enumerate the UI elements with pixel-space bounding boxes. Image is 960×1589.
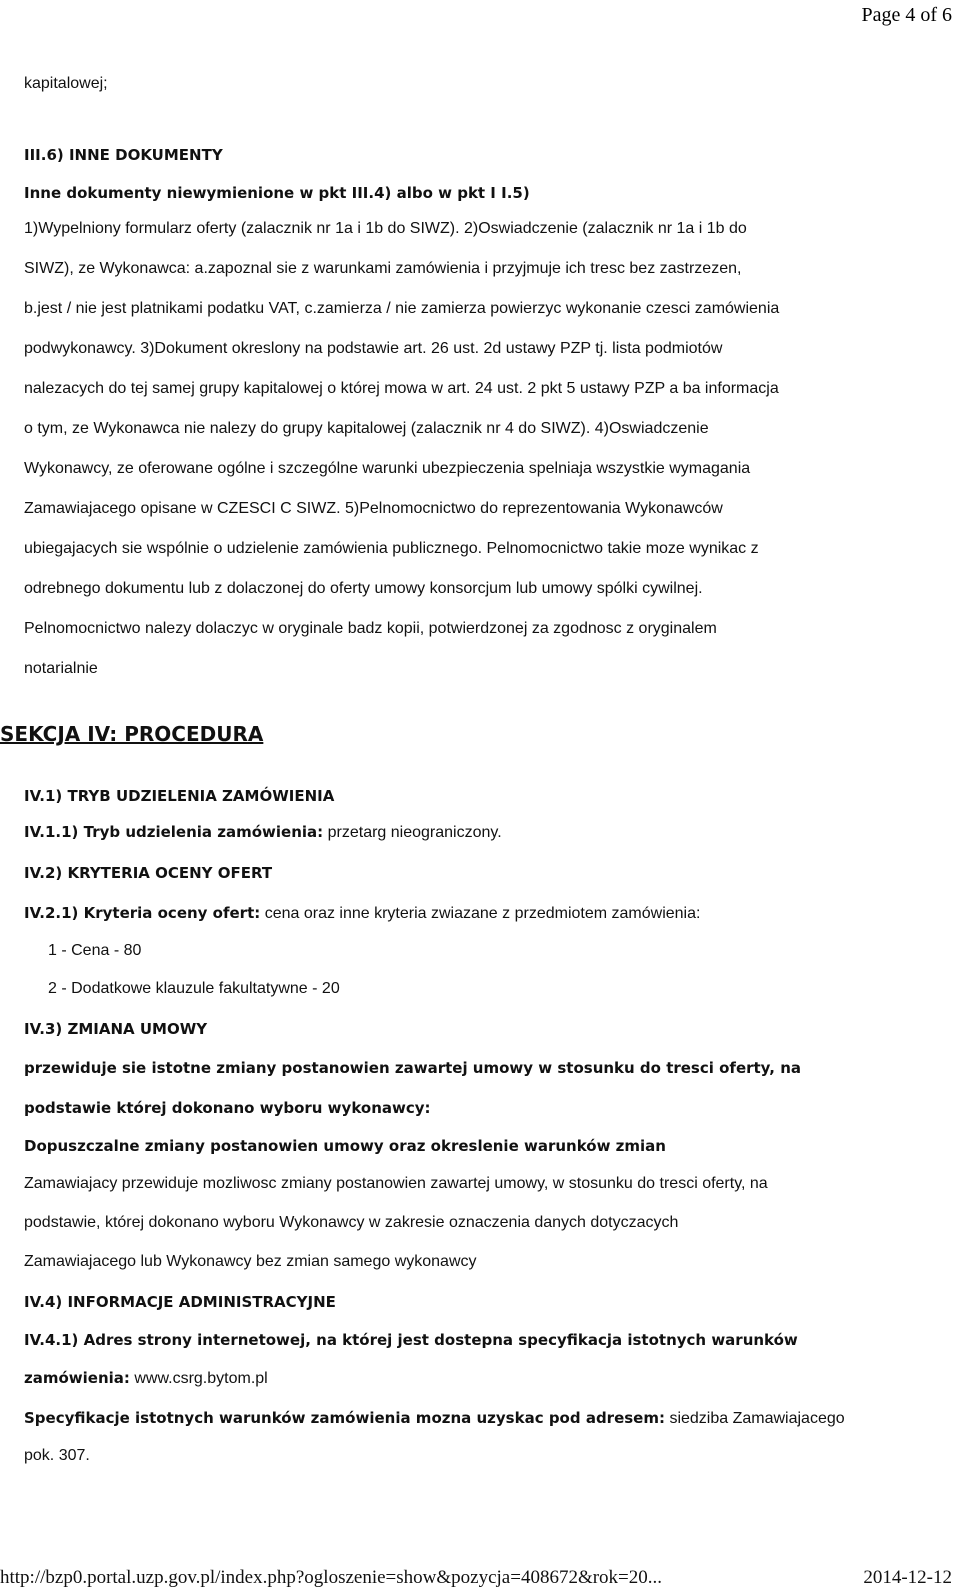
paragraph-line: ubiegajacych sie wspólnie o udzielenie zamówienia publicznego. Pelnomocnictwo takie moze wynikac z: [24, 540, 759, 557]
paragraph-line: notarialnie: [24, 660, 98, 677]
spec-label: Specyfikacje istotnych warunków zamówienia mozna uzyskac pod adresem:: [24, 1409, 665, 1427]
paragraph-line: podwykonawcy. 3)Dokument okreslony na podstawie art. 26 ust. 2d ustawy PZP tj. lista podmiotów: [24, 340, 723, 357]
adres-label-cont: zamówienia:: [24, 1369, 130, 1387]
paragraph-line: Pelnomocnictwo nalezy dolaczyc w oryginale badz kopii, potwierdzonej za zgodnosc z oryginalem: [24, 620, 717, 637]
kryteria-line: [24, 904, 700, 923]
spec-line: [24, 1409, 845, 1428]
continued-word: kapitalowej;: [24, 75, 108, 92]
paragraph-line: nalezacych do tej samej grupy kapitalowej o której mowa w art. 24 ust. 2 pkt 5 ustawy PZP a ba informacja: [24, 380, 779, 397]
zmiana-line: podstawie, której dokonano wyboru Wykonawcy w zakresie oznaczenia danych dotyczacych: [24, 1214, 679, 1231]
paragraph-line: b.jest / nie jest platnikami podatku VAT, c.zamierza / nie zamierza powierzyc wykonanie czesci zamówienia: [24, 300, 780, 317]
paragraph-line: Zamawiajacego opisane w CZESCI C SIWZ. 5)Pelnomocnictwo do reprezentowania Wykonawców: [24, 500, 723, 517]
heading-other-documents: III.6) INNE DOKUMENTY: [24, 146, 223, 164]
page-indicator: Page 4 of 6: [861, 4, 952, 26]
tryb-line: [24, 823, 502, 842]
paragraph-line: SIWZ), ze Wykonawca: a.zapoznal sie z warunkami zamówienia i przyjmuje ich tresc bez zastrzezen,: [24, 260, 742, 277]
adres-value[interactable]: www.csrg.bytom.pl: [129, 1370, 268, 1387]
footer-date: 2014-12-12: [863, 1567, 952, 1588]
heading-zmiana-umowy: IV.3) ZMIANA UMOWY: [24, 1020, 208, 1038]
tryb-value: przetarg nieograniczony.: [323, 824, 502, 841]
zmiana-bold-line: podstawie której dokonano wyboru wykonawcy:: [24, 1099, 431, 1117]
adres-line: [24, 1369, 268, 1388]
criterion-item: 2 - Dodatkowe klauzule fakultatywne - 20: [48, 980, 340, 997]
paragraph-line: o tym, ze Wykonawca nie nalezy do grupy kapitalowej (zalacznik nr 4 do SIWZ). 4)Oswiadczenie: [24, 420, 709, 437]
other-documents-paragraph: [24, 209, 954, 689]
zmiana-subheading: Dopuszczalne zmiany postanowien umowy oraz okreslenie warunków zmian: [24, 1137, 666, 1155]
zmiana-line: Zamawiajacego lub Wykonawcy bez zmian samego wykonawcy: [24, 1253, 477, 1270]
kryteria-value: cena oraz inne kryteria zwiazane z przedmiotem zamówienia:: [260, 905, 701, 922]
paragraph-line: Wykonawcy, ze oferowane ogólne i szczególne warunki ubezpieczenia spelniaja wszystkie wymagania: [24, 460, 751, 477]
tryb-label: IV.1.1) Tryb udzielenia zamówienia:: [24, 823, 324, 841]
paragraph-line: odrebnego dokumentu lub z dolaczonej do oferty umowy konsorcjum lub umowy spólki cywilnej.: [24, 580, 703, 597]
footer-url[interactable]: http://bzp0.portal.uzp.gov.pl/index.php?ogloszenie=show&pozycja=408672&rok=20...: [0, 1567, 663, 1588]
criterion-item: 1 - Cena - 80: [48, 942, 142, 959]
paragraph-line: 1)Wypelniony formularz oferty (zalacznik nr 1a i 1b do SIWZ). 2)Oswiadczenie (zalacznik nr 1a i 1b do: [24, 220, 747, 237]
heading-kryteria: IV.2) KRYTERIA OCENY OFERT: [24, 864, 273, 882]
heading-informacje: IV.4) INFORMACJE ADMINISTRACYJNE: [24, 1293, 336, 1311]
kryteria-label: IV.2.1) Kryteria oceny ofert:: [24, 904, 261, 922]
spec-value: siedziba Zamawiajacego: [665, 1410, 845, 1427]
zmiana-bold-line: przewiduje sie istotne zmiany postanowien zawartej umowy w stosunku do tresci oferty, na: [24, 1059, 802, 1077]
adres-label: IV.4.1) Adres strony internetowej, na której jest dostepna specyfikacja istotnych warunków: [24, 1331, 798, 1349]
spec-value-cont: pok. 307.: [24, 1447, 90, 1464]
heading-tryb: IV.1) TRYB UDZIELENIA ZAMÓWIENIA: [24, 787, 335, 805]
section-title: SEKCJA IV: PROCEDURA: [0, 722, 264, 746]
zmiana-line: Zamawiajacy przewiduje mozliwosc zmiany postanowien zawartej umowy, w stosunku do tresci oferty, na: [24, 1175, 768, 1192]
subheading-other-documents: Inne dokumenty niewymienione w pkt III.4) albo w pkt I I.5): [24, 184, 530, 202]
